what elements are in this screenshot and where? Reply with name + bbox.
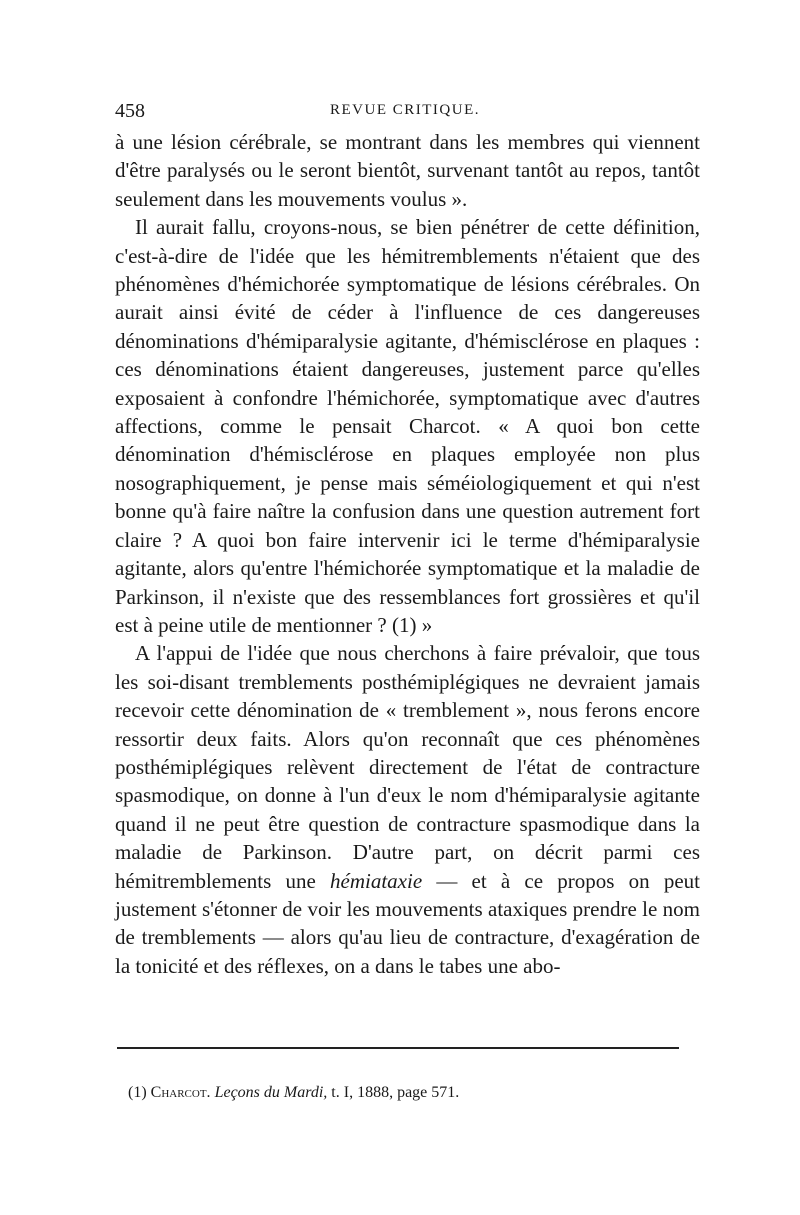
page-number: 458 bbox=[115, 100, 145, 122]
paragraph-3 bbox=[115, 639, 700, 980]
footnote-author: Charcot. bbox=[150, 1084, 211, 1101]
paragraph-3-text-end: — et à ce propos on peut justement s'étonner de voir les mouvements ataxiques prendre le nom de tremblements — alors qu'au lieu de contracture, d'exagération de la tonicité et des réflexes, on a dans le tabes une abo- bbox=[115, 868, 700, 978]
paragraph-1: à une lésion cérébrale, se montrant dans les membres qui viennent d'être paralysés ou le seront bientôt, survenant tantôt au repos, tantôt seulement dans les mouvements voulus ». bbox=[115, 130, 700, 211]
paragraph-2: Il aurait fallu, croyons-nous, se bien pénétrer de cette définition, c'est-à-dire de l'idée que les hémitremblements n'étaient que des phénomènes d'hémichorée symptomatique de lésions cérébrales. On aurait ainsi évité de céder à l'influence de ces dangereuses dénominations d'hémiparalysie agitante, d'hémisclérose en plaques : ces dénominations étaient dangereuses, justement parce qu'elles exposaient à confondre l'hémichorée, symptomatique avec d'autres affections, comme le pensait Charcot. « A quoi bon cette dénomination d'hémisclérose en plaques employée non plus nosographiquement, je pense mais séméiologiquement et qui n'est bonne qu'à faire naître la confusion dans une question autrement fort claire ? A quoi bon faire intervenir ici le terme d'hémiparalysie agitante, alors qu'entre l'hémichorée symptomatique et la maladie de Parkinson, il n'existe que des ressemblances fort grossières et qu'il est à peine utile de mentionner ? (1) » bbox=[115, 215, 700, 637]
running-head: REVUE CRITIQUE. bbox=[330, 102, 480, 118]
footnote bbox=[128, 1082, 688, 1104]
page-header bbox=[115, 100, 695, 124]
italic-term: hémiataxie bbox=[330, 868, 423, 893]
footnote-details: t. I, 1888, page 571. bbox=[331, 1084, 460, 1101]
footnote-title: Leçons du Mardi, bbox=[214, 1084, 328, 1101]
body-text bbox=[115, 128, 700, 980]
footnote-marker: (1) bbox=[128, 1084, 147, 1101]
paragraph-3-text-start: A l'appui de l'idée que nous cherchons à faire prévaloir, que tous les soi-disant tremblements posthémiplégiques ne devraient jamais recevoir cette dénomination de « tremblement », nous ferons encore ressortir deux faits. Alors qu'on reconnaît que ces phénomènes posthémiplégiques relèvent directement de l'état de contracture spasmodique, on donne à l'un d'eux le nom d'hémiparalysie agitante quand il ne peut être question de contracture spasmodique dans la maladie de Parkinson. D'autre part, on décrit parmi ces hémitremblements une bbox=[115, 641, 700, 893]
footnote-rule bbox=[117, 1047, 679, 1049]
